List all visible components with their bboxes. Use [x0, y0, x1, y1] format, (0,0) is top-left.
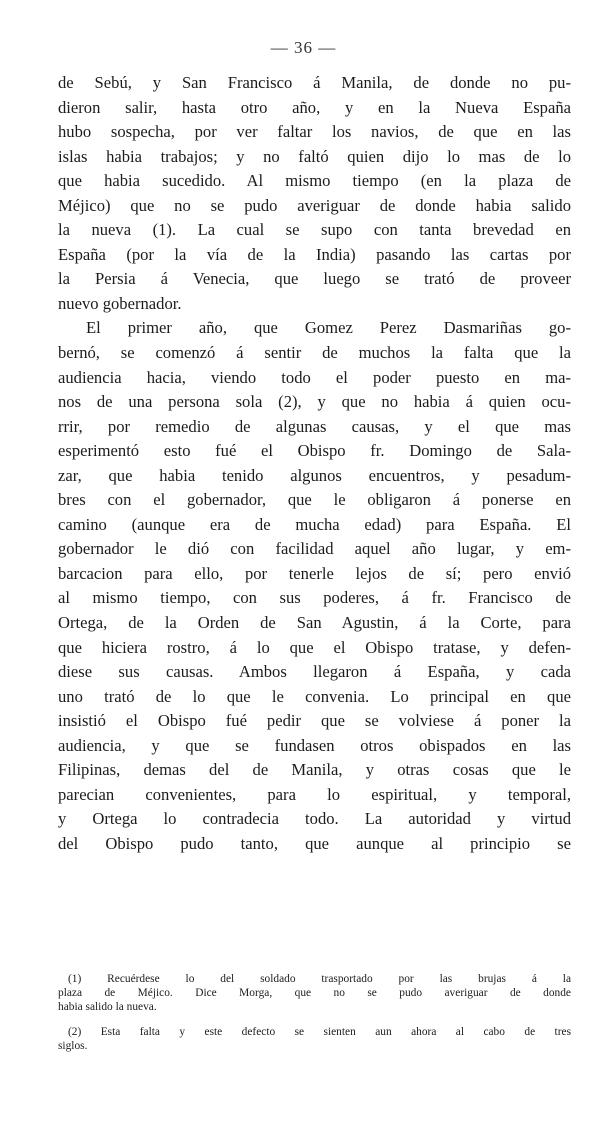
footnote-1-line: habia salido la nueva.: [58, 1001, 157, 1014]
text-line: Ortega, de la Orden de San Agustin, á la Corte, para: [58, 613, 571, 633]
text-line: El primer año, que Gomez Perez Dasmariñas go-: [86, 318, 571, 338]
footnote-2-line: siglos.: [58, 1039, 88, 1052]
text-line: al mismo tiempo, con sus poderes, á fr. Francisco de: [58, 588, 571, 608]
text-line: nos de una persona sola (2), y que no habia á quien ocu-: [58, 392, 571, 412]
text-line: la nueva (1). La cual se supo con tanta brevedad en: [58, 220, 571, 240]
text-line: que hiciera rostro, á lo que el Obispo tratase, y defen-: [58, 637, 571, 657]
text-line: bres con el gobernador, que le obligaron á ponerse en: [58, 490, 571, 510]
text-line: nuevo gobernador.: [58, 293, 182, 313]
text-line: gobernador le dió con facilidad aquel año lugar, y em-: [58, 539, 571, 559]
text-line: Filipinas, demas del de Manila, y otras cosas que le: [58, 760, 571, 780]
text-line: del Obispo pudo tanto, que aunque al principio se: [58, 833, 571, 853]
text-line: bernó, se comenzó á sentir de muchos la falta que la: [58, 343, 571, 363]
text-line: esperimentó esto fué el Obispo fr. Domingo de Sala-: [58, 441, 571, 461]
text-line: audiencia, y que se fundasen otros obispados en las: [58, 735, 571, 755]
footnotes: [58, 972, 571, 1053]
text-line: barcacion para ello, por tenerle lejos de sí; pero envió: [58, 563, 571, 583]
text-line: que habia sucedido. Al mismo tiempo (en la plaza de: [58, 171, 571, 191]
text-line: Méjico) que no se pudo averiguar de donde habia salido: [58, 195, 571, 215]
footnote-2-line: (2) Esta falta y este defecto se sienten aun ahora al cabo de tres: [68, 1025, 571, 1038]
text-line: España (por la vía de la India) pasando las cartas por: [58, 244, 571, 264]
footnote-1-line: (1) Recuérdese lo del soldado trasportado por las brujas á la: [68, 973, 571, 985]
footnote-gap: [58, 1015, 571, 1025]
text-line: audiencia hacia, viendo todo el poder puesto en ma-: [58, 367, 571, 387]
text-line: la Persia á Venecia, que luego se trató de proveer: [58, 269, 571, 289]
text-line: de Sebú, y San Francisco á Manila, de donde no pu-: [58, 73, 571, 92]
text-line: camino (aunque era de mucha edad) para España. El: [58, 514, 571, 534]
text-line: rrir, por remedio de algunas causas, y el que mas: [58, 416, 571, 436]
page-number: — 36 —: [270, 38, 337, 57]
text-line: y Ortega lo contradecia todo. La autoridad y virtud: [58, 809, 571, 829]
text-line: islas habia trabajos; y no faltó quien dijo lo mas de lo: [58, 146, 571, 166]
text-line: hubo sospecha, por ver faltar los navios, de que en las: [58, 122, 571, 142]
footnote-1-line: plaza de Méjico. Dice Morga, que no se pudo averiguar de donde: [58, 987, 571, 1000]
text-line: uno trató de lo que le convenia. Lo principal en que: [58, 686, 571, 706]
text-line: zar, que habia tenido algunos encuentros, y pesadum-: [58, 465, 571, 485]
text-line: insistió el Obispo fué pedir que se volviese á poner la: [58, 711, 571, 731]
text-line: diese sus causas. Ambos llegaron á España, y cada: [58, 662, 571, 682]
body-text: [58, 71, 571, 857]
text-line: dieron salir, hasta otro año, y en la Nueva España: [58, 97, 571, 117]
text-line: parecian convenientes, para lo espiritual, y temporal,: [58, 784, 571, 804]
